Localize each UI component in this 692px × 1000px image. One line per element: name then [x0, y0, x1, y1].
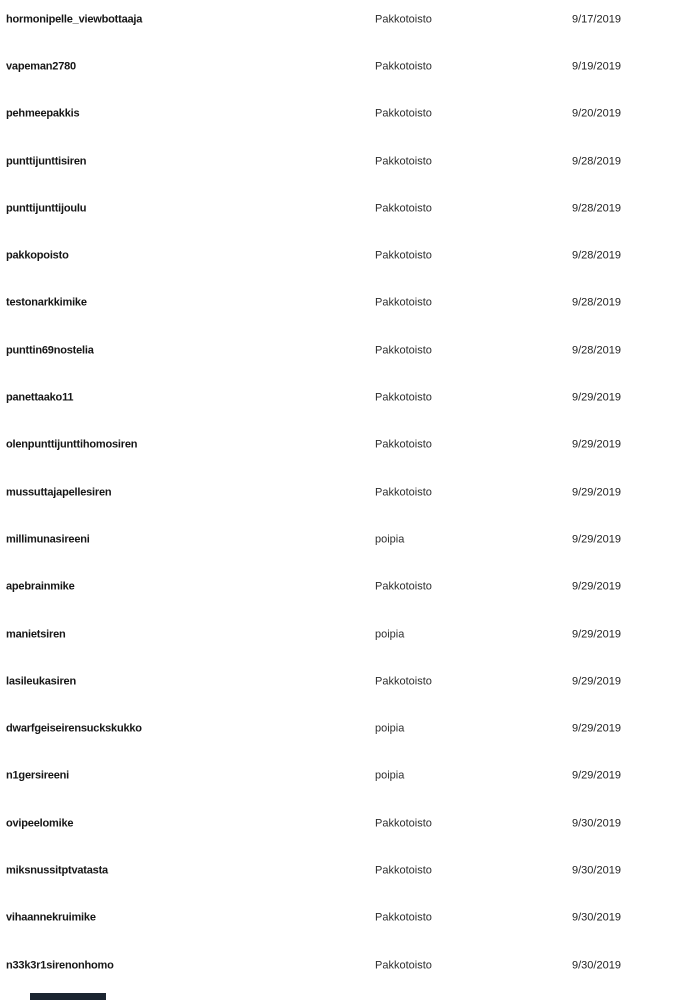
- username-cell: lasileukasiren: [6, 675, 76, 688]
- reason-cell: Pakkotoisto: [375, 911, 432, 924]
- date-cell: 9/29/2019: [572, 580, 621, 593]
- date-cell: 9/29/2019: [572, 769, 621, 782]
- reason-cell: Pakkotoisto: [375, 13, 432, 26]
- date-cell: 9/29/2019: [572, 628, 621, 640]
- reason-cell: Pakkotoisto: [375, 486, 432, 499]
- reason-cell: Pakkotoisto: [375, 344, 432, 357]
- date-cell: 9/28/2019: [572, 296, 621, 309]
- reason-cell: Pakkotoisto: [375, 107, 432, 120]
- username-cell: ovipeelomike: [6, 817, 74, 830]
- table-row: [0, 374, 692, 421]
- reason-cell: Pakkotoisto: [375, 391, 432, 404]
- username-cell: n1gersireeni: [6, 769, 70, 782]
- reason-cell: poipia: [375, 769, 405, 782]
- username-cell: panettaako11: [6, 391, 74, 404]
- date-cell: 9/28/2019: [572, 344, 621, 357]
- reason-cell: Pakkotoisto: [375, 249, 432, 262]
- date-cell: 9/30/2019: [572, 959, 621, 972]
- date-cell: 9/20/2019: [572, 107, 621, 120]
- table-row: [0, 658, 692, 705]
- table-row: [0, 232, 692, 279]
- username-cell: manietsiren: [6, 628, 66, 640]
- username-cell: hormonipelle_viewbottaaja: [6, 13, 143, 26]
- username-cell: punttijunttisiren: [6, 155, 87, 168]
- username-cell: miksnussitptvatasta: [6, 864, 108, 877]
- date-cell: 9/29/2019: [572, 438, 621, 451]
- table-row: [0, 43, 692, 90]
- reason-cell: Pakkotoisto: [375, 959, 432, 972]
- username-cell: pakkopoisto: [6, 249, 69, 262]
- table-row: [0, 0, 692, 43]
- username-cell: testonarkkimike: [6, 296, 87, 309]
- date-cell: 9/28/2019: [572, 249, 621, 262]
- table-row: [0, 516, 692, 563]
- username-cell: apebrainmike: [6, 580, 75, 593]
- reason-cell: Pakkotoisto: [375, 60, 432, 73]
- date-cell: 9/28/2019: [572, 155, 621, 168]
- table-row: [0, 753, 692, 800]
- username-cell: n33k3r1sirenonhomo: [6, 959, 114, 972]
- table-row: [0, 185, 692, 232]
- date-cell: 9/30/2019: [572, 817, 621, 830]
- table-row: [0, 611, 692, 658]
- username-cell: mussuttajapellesiren: [6, 486, 112, 499]
- date-cell: 9/29/2019: [572, 533, 621, 546]
- reason-cell: Pakkotoisto: [375, 864, 432, 877]
- date-cell: 9/17/2019: [572, 13, 621, 26]
- date-cell: 9/30/2019: [572, 911, 621, 924]
- table-row: [0, 942, 692, 989]
- reason-cell: Pakkotoisto: [375, 675, 432, 688]
- table-row: [0, 91, 692, 138]
- username-cell: millimunasireeni: [6, 533, 90, 546]
- username-cell: olenpunttijunttihomosiren: [6, 438, 138, 451]
- reason-cell: Pakkotoisto: [375, 202, 432, 215]
- date-cell: 9/29/2019: [572, 391, 621, 404]
- username-cell: vihaannekruimike: [6, 911, 96, 924]
- table-row: [0, 469, 692, 516]
- date-cell: 9/30/2019: [572, 864, 621, 877]
- table-row: [0, 327, 692, 374]
- reason-cell: poipia: [375, 722, 405, 735]
- reason-cell: poipia: [375, 533, 405, 546]
- username-cell: punttijunttijoulu: [6, 202, 87, 215]
- table-row: [0, 138, 692, 185]
- username-cell: vapeman2780: [6, 60, 76, 73]
- table-row: [0, 800, 692, 847]
- table-row: [0, 280, 692, 327]
- reason-cell: Pakkotoisto: [375, 438, 432, 451]
- reason-cell: Pakkotoisto: [375, 296, 432, 309]
- table-row: [0, 564, 692, 611]
- reason-cell: Pakkotoisto: [375, 817, 432, 830]
- date-cell: 9/29/2019: [572, 486, 621, 499]
- date-cell: 9/19/2019: [572, 60, 621, 73]
- username-cell: punttin69nostelia: [6, 344, 94, 357]
- date-cell: 9/29/2019: [572, 722, 621, 735]
- reason-cell: Pakkotoisto: [375, 155, 432, 168]
- date-cell: 9/28/2019: [572, 202, 621, 215]
- status-bar-fragment: [30, 993, 106, 1000]
- username-cell: pehmeepakkis: [6, 107, 80, 120]
- table-row: [0, 422, 692, 469]
- table-row: [0, 847, 692, 894]
- reason-cell: poipia: [375, 628, 405, 640]
- username-cell: dwarfgeiseirensuckskukko: [6, 722, 142, 735]
- table-row: [0, 895, 692, 942]
- table-row: [0, 705, 692, 752]
- reason-cell: Pakkotoisto: [375, 580, 432, 593]
- date-cell: 9/29/2019: [572, 675, 621, 688]
